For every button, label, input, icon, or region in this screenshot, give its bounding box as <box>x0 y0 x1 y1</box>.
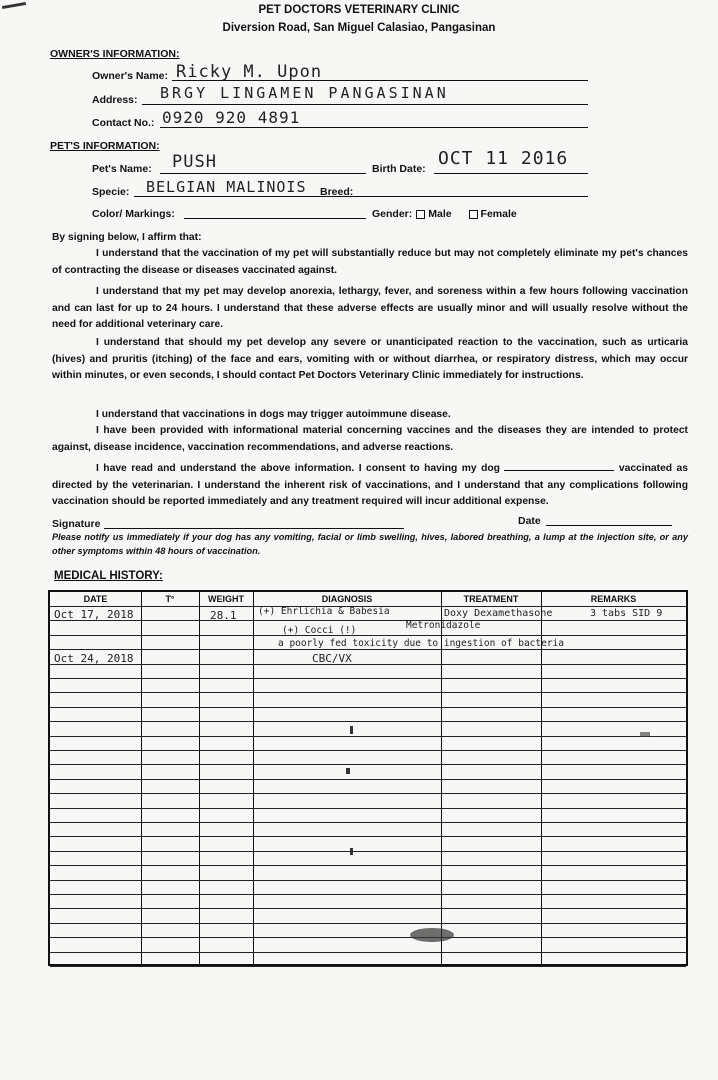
table-row-line <box>50 822 686 823</box>
consent-paragraph-4 <box>52 407 688 424</box>
birth-date-label: Birth Date: <box>372 163 426 175</box>
entry-4-date: Oct 24, 2018 <box>54 652 134 665</box>
scan-speck <box>350 848 353 855</box>
table-row-line <box>50 880 686 881</box>
table-row-line <box>50 649 686 650</box>
entry-1-treatment: Doxy Dexamethasone <box>444 608 553 619</box>
table-row-line <box>50 937 686 938</box>
table-row-line <box>50 678 686 679</box>
specie-label: Specie: <box>92 186 130 198</box>
signature-line[interactable] <box>104 528 404 529</box>
gender-row <box>372 208 517 220</box>
p5-text: I have been provided with informational material concerning vaccines and the diseases they are intended to protect against, disease incidence, vaccination recommendations, and adverse reactions. <box>52 425 688 453</box>
p1-emphasis: I understand <box>96 248 159 259</box>
table-row-line <box>50 793 686 794</box>
table-row-line <box>50 952 686 953</box>
birth-date-value: OCT 11 2016 <box>438 148 569 169</box>
col-temp: T° <box>165 594 175 604</box>
contact-line <box>160 127 588 128</box>
owner-name-value: Ricky M. Upon <box>176 62 323 82</box>
col-remarks: REMARKS <box>590 594 637 604</box>
p6-text-b: vaccinated as directed by the veterinarian. I understand the inherent risk of vaccinations, and I understand that any complications following vaccination should be reported immediately and any treatment required will incur additional expense. <box>52 463 688 507</box>
col-diagnosis: DIAGNOSIS <box>321 594 373 604</box>
color-line <box>184 218 366 219</box>
table-row-line <box>50 736 686 737</box>
male-checkbox[interactable] <box>416 210 425 219</box>
table-row-line <box>50 750 686 751</box>
p6-text-a: I have read and understand the above information. I consent to having my dog <box>96 463 500 474</box>
table-row-line <box>50 620 686 621</box>
dog-name-blank[interactable] <box>504 460 614 471</box>
owner-name-label: Owner's Name: <box>92 70 169 82</box>
entry-2-treatment: Metronidazole <box>406 620 481 631</box>
table-row-line <box>50 908 686 909</box>
table-row-line <box>50 923 686 924</box>
breed-label: Breed: <box>320 186 354 198</box>
entry-4-diagnosis: CBC/VX <box>312 652 352 665</box>
pet-name-line <box>160 173 366 174</box>
signature-label: Signature <box>52 518 101 530</box>
consent-paragraph-6 <box>52 460 688 511</box>
male-label: Male <box>428 208 452 220</box>
pet-name-label: Pet's Name: <box>92 163 152 175</box>
scan-speck <box>640 732 650 737</box>
table-row-line <box>50 865 686 866</box>
table-row-line <box>50 721 686 722</box>
owner-address-value: BRGY LINGAMEN PANGASINAN <box>160 84 449 102</box>
consent-paragraph-1 <box>52 246 688 279</box>
female-checkbox[interactable] <box>469 210 478 219</box>
clinic-name: PET DOCTORS VETERINARY CLINIC <box>258 4 460 16</box>
p3-text: I understand that should my pet develop any severe or unanticipated reaction to the vaccination, such as urticaria (hives) and pruritis (itching) of the face and ears, vomiting with or without diarrhea, or respiratory distress, which may occur within minutes, or even seconds, I should contact Pet Doctors Veterinary Clinic immediately for instructions. <box>52 337 688 381</box>
p2-text: that my pet may develop anorexia, lethargy, fever, and soreness within a few hours following vaccination and can last for up to 24 hours. I understand that these adverse effects are usually minor and will usually resolve without the need for additional veterinary care. <box>52 286 688 330</box>
consent-intro: By signing below, I affirm that: <box>52 232 202 243</box>
table-row-line <box>50 808 686 809</box>
col-date: DATE <box>83 594 108 604</box>
p1-text: that the vaccination of my pet will substantially reduce but may not completely eliminate my pet's chances of contracting the disease or diseases vaccinated against. <box>52 248 688 276</box>
p4-text: I understand that vaccinations in dogs may trigger autoimmune disease. <box>96 409 451 420</box>
scan-speck <box>350 726 353 734</box>
table-row-line <box>50 966 686 967</box>
notify-text: Please notify us immediately if your dog has any vomiting, facial or limb swelling, hives, labored breathing, a lump at the injection site, or any other symptoms within 48 hours of vaccination. <box>52 532 688 556</box>
owner-section-title: OWNER'S INFORMATION: <box>50 48 180 60</box>
medical-history-table <box>48 590 688 966</box>
owner-address-line <box>142 104 588 105</box>
entry-2-diagnosis: (+) Cocci (!) <box>282 625 357 636</box>
owner-address-label: Address: <box>92 94 138 106</box>
contact-label: Contact No.: <box>92 117 155 129</box>
female-label: Female <box>480 208 517 220</box>
date-label: Date <box>518 515 541 527</box>
pet-name-value: PUSH <box>172 152 217 172</box>
table-row-line <box>50 764 686 765</box>
table-row-line <box>50 692 686 693</box>
col-treatment: TREATMENT <box>463 594 519 604</box>
table-row-line <box>50 894 686 895</box>
entry-1-date: Oct 17, 2018 <box>54 608 134 621</box>
scan-smudge <box>410 928 454 942</box>
entry-3-diagnosis: a poorly fed toxicity due to ingestion of bacteria <box>278 638 564 649</box>
pet-section-title: PET'S INFORMATION: <box>50 140 160 152</box>
date-line[interactable] <box>546 525 672 526</box>
breed-line <box>354 196 588 197</box>
gender-label: Gender: <box>372 208 413 220</box>
entry-1-diagnosis: (+) Ehrlichia & Babesia <box>258 606 390 617</box>
p2-emphasis: I understand <box>96 286 159 297</box>
contact-value: 0920 920 4891 <box>162 108 301 127</box>
entry-1-weight: 28.1 <box>210 609 237 622</box>
entry-1-remarks: 3 tabs SID 9 <box>590 608 663 619</box>
table-row-line <box>50 664 686 665</box>
table-row-line <box>50 635 686 636</box>
consent-paragraph-3 <box>52 335 688 385</box>
table-row-line <box>50 779 686 780</box>
consent-paragraph-2 <box>52 284 688 334</box>
specie-value: BELGIAN MALINOIS <box>146 178 307 196</box>
clinic-address: Diversion Road, San Miguel Calasiao, Pangasinan <box>222 22 496 34</box>
col-weight: WEIGHT <box>208 594 244 604</box>
color-label: Color/ Markings: <box>92 208 175 220</box>
consent-paragraph-5 <box>52 423 688 456</box>
scan-speck <box>346 768 350 774</box>
medical-history-title: MEDICAL HISTORY: <box>54 570 163 582</box>
table-row-line <box>50 851 686 852</box>
table-row-line <box>50 836 686 837</box>
table-row-line <box>50 707 686 708</box>
birth-date-line <box>434 173 588 174</box>
